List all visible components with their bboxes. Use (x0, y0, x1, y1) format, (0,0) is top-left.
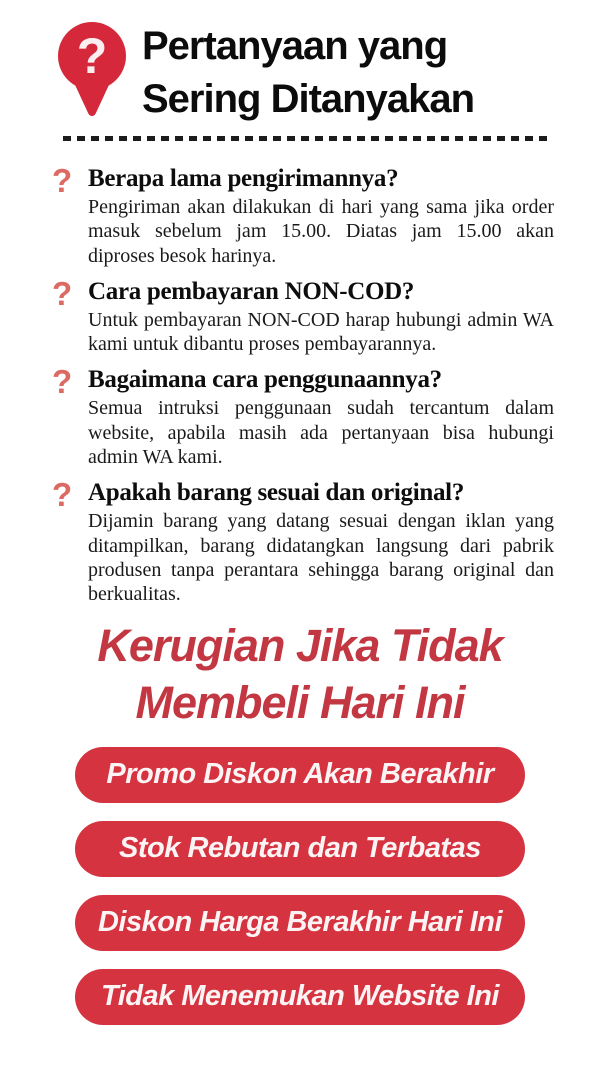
faq-answer: Untuk pembayaran NON-COD harap hubungi admin WA kami untuk dibantu proses pembayarannya. (88, 308, 554, 356)
faq-item (52, 164, 554, 268)
faq-question: Bagaimana cara penggunaannya? (88, 366, 442, 394)
svg-text:?: ? (76, 28, 108, 84)
question-bubble-icon (56, 12, 128, 127)
faq-item-body (88, 478, 554, 606)
urgency-heading-line1: Kerugian Jika Tidak (97, 619, 503, 671)
faq-item (52, 478, 554, 606)
faq-answer: Semua intruksi penggunaan sudah tercantum dalam website, apabila masih ada pertanyaan bisa hubungi admin WA kami. (88, 397, 554, 469)
faq-item (52, 365, 554, 469)
faq-item (52, 274, 554, 357)
urgency-button-tidak-menemukan[interactable]: Tidak Menemukan Website Ini (75, 969, 525, 1025)
faq-item-body (88, 277, 554, 357)
faq-header (0, 0, 600, 127)
faq-question: Apakah barang sesuai dan original? (88, 479, 465, 507)
faq-answer: Pengiriman akan dilakukan di hari yang sama jika order masuk sebelum jam 15.00. Diatas jam 15.00 akan diproses besok harinya. (88, 196, 554, 267)
page-title-line1: Pertanyaan yang (142, 24, 448, 68)
page-title-line2: Sering Ditanyakan (142, 77, 475, 121)
page-title (142, 20, 474, 126)
urgency-button-stok-rebutan[interactable]: Stok Rebutan dan Terbatas (75, 821, 525, 877)
faq-question: Cara pembayaran NON-COD? (88, 277, 415, 305)
urgency-button-diskon-harga[interactable]: Diskon Harga Berakhir Hari Ini (75, 895, 525, 951)
question-mark-icon: ? (52, 476, 73, 514)
faq-item-body (88, 164, 554, 268)
urgency-heading-line2: Membeli Hari Ini (135, 676, 465, 728)
question-mark-icon: ? (52, 162, 73, 199)
question-mark-icon: ? (52, 363, 73, 401)
question-mark-icon: ? (52, 274, 73, 312)
faq-question: Berapa lama pengirimannya? (88, 165, 399, 192)
urgency-button-stack (0, 731, 600, 1025)
urgency-button-promo-diskon[interactable]: Promo Diskon Akan Berakhir (75, 747, 525, 803)
urgency-heading (0, 617, 600, 731)
faq-item-body (88, 365, 554, 469)
faq-section (0, 141, 600, 607)
faq-answer: Dijamin barang yang datang sesuai dengan iklan yang ditampilkan, barang didatangkan langsung dari pabrik produsen tanpa perantara sehingga barang original dan berkualitas. (88, 510, 554, 606)
